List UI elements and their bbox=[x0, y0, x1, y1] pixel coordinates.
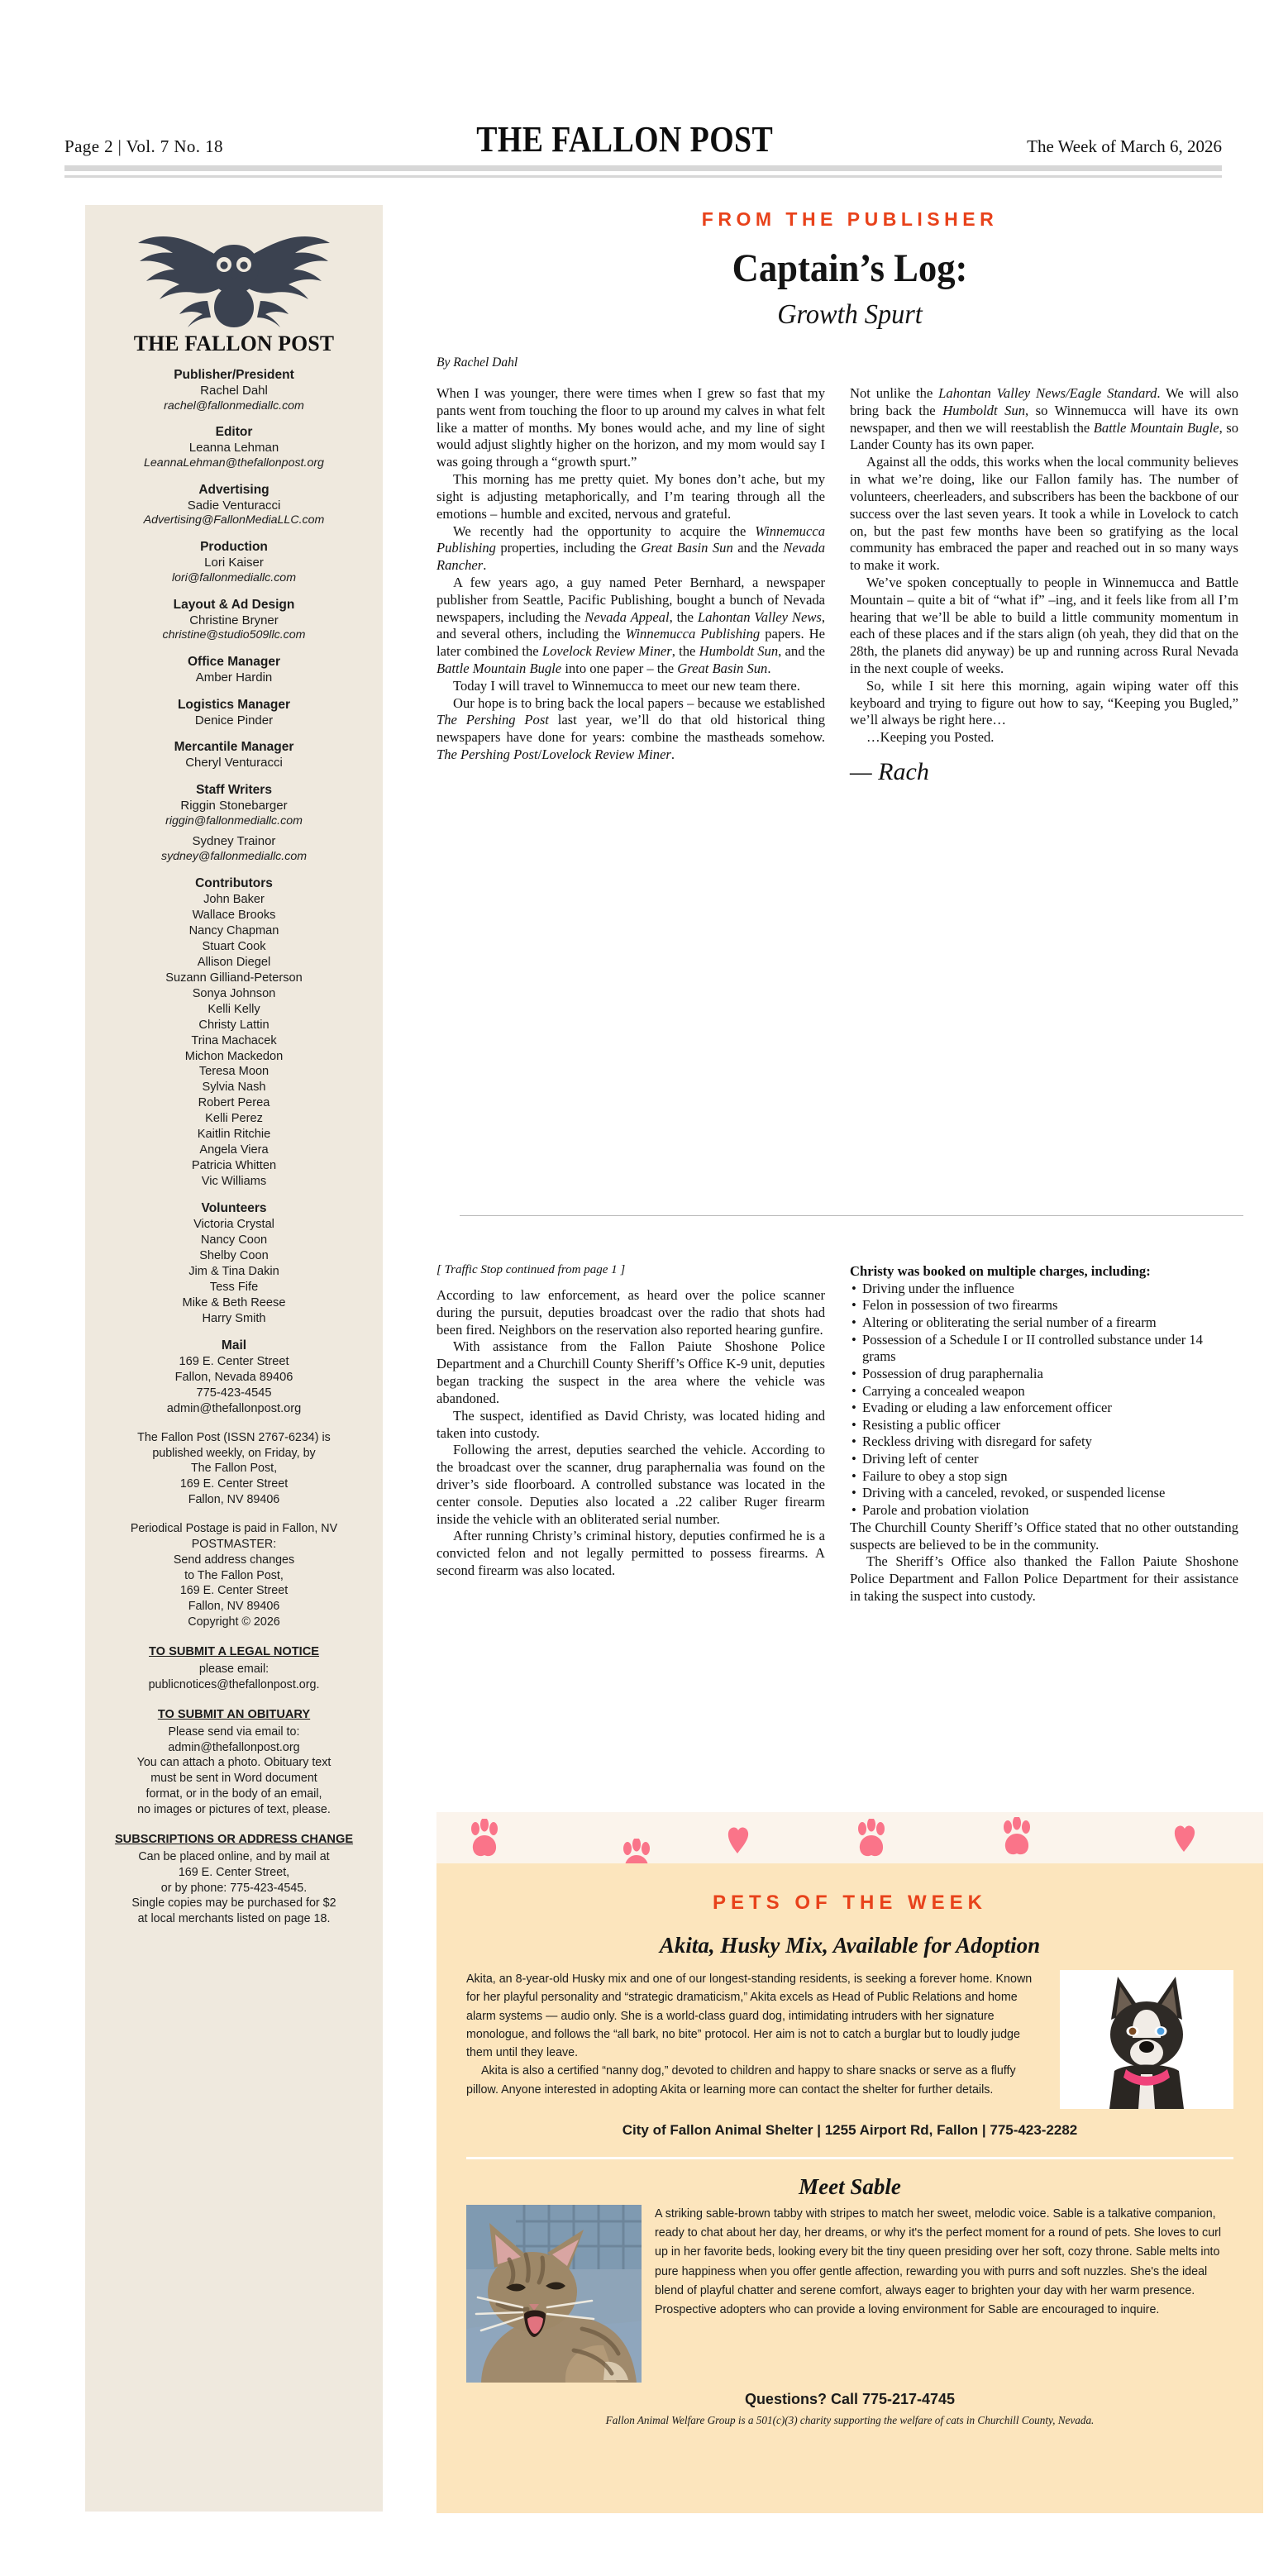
subscription-line: at local merchants listed on page 18. bbox=[137, 1912, 331, 1926]
staff-email[interactable]: christine@studio509llc.com bbox=[162, 628, 306, 642]
charge-item: • Driving left of center bbox=[850, 1451, 1238, 1468]
obituary-heading: TO SUBMIT AN OBITUARY bbox=[157, 1707, 311, 1721]
postage-line: POSTMASTER: bbox=[191, 1537, 277, 1551]
volunteer-name: Harry Smith bbox=[202, 1311, 266, 1325]
volunteer-name: Victoria Crystal bbox=[193, 1218, 274, 1232]
shelter-contact: City of Fallon Animal Shelter | 1255 Airport Rd, Fallon | 775-423-2282 bbox=[622, 2122, 1078, 2139]
postmaster-statement bbox=[100, 1521, 368, 1630]
traffic-column-left bbox=[436, 1263, 825, 1605]
postage-line: to The Fallon Post, bbox=[184, 1568, 284, 1582]
staff-name: Sadie Venturacci bbox=[187, 498, 281, 513]
postage-line: Fallon, NV 89406 bbox=[188, 1600, 280, 1614]
charge-item: • Felon in possession of two firearms bbox=[850, 1297, 1238, 1314]
dog-title: Akita, Husky Mix, Available for Adoption bbox=[659, 1933, 1041, 1958]
contributor-name: Sonya Johnson bbox=[192, 986, 276, 1000]
staff-role: Production bbox=[200, 540, 268, 555]
legal-line: publicnotices@thefallonpost.org. bbox=[148, 1677, 320, 1691]
obituary-line: format, or in the body of an email, bbox=[145, 1787, 322, 1801]
main-content bbox=[436, 205, 1263, 786]
obituary-line: must be sent in Word document bbox=[150, 1772, 317, 1786]
contributor-name: Stuart Cook bbox=[202, 939, 266, 953]
issn-line: The Fallon Post (ISSN 2767-6234) is bbox=[137, 1430, 331, 1444]
mail-label: Mail bbox=[221, 1338, 247, 1352]
cat-photo bbox=[466, 2205, 642, 2383]
issn-line: Fallon, NV 89406 bbox=[188, 1493, 280, 1507]
staff-role: Publisher/President bbox=[174, 368, 294, 382]
contributor-name: Vic Williams bbox=[201, 1175, 267, 1189]
dog-photo bbox=[1060, 1970, 1233, 2109]
volunteer-name: Nancy Coon bbox=[200, 1233, 268, 1247]
charge-item: • Carrying a concealed weapon bbox=[850, 1383, 1238, 1400]
contributor-name: Nancy Chapman bbox=[188, 923, 279, 937]
traffic-paragraph: With assistance from the Fallon Paiute Shoshone Police Department and a Churchill County Sheriff’s Office K-9 unit, deputies began tracking the suspect in the area where the vehicle was abandoned. bbox=[436, 1338, 825, 1406]
subscription-line: Can be placed online, and by mail at bbox=[138, 1849, 330, 1863]
contributor-name: Angela Viera bbox=[199, 1143, 269, 1157]
charity-disclaimer: Fallon Animal Welfare Group is a 501(c)(3) charity supporting the welfare of cats in Churchill County, Nevada. bbox=[605, 2414, 1095, 2427]
contributor-name: Wallace Brooks bbox=[192, 908, 276, 922]
issn-line: The Fallon Post, bbox=[190, 1462, 278, 1476]
charges-heading: Christy was booked on multiple charges, including: bbox=[850, 1263, 1151, 1279]
article-paragraph: A few years ago, a guy named Peter Bernhard, a newspaper publisher from Seattle, Pacific Publishing, bought a bunch of Nevada newspapers, including the Nevada Appeal, the Lahontan Valley News, and several others, including the Winnemucca Publishing papers. He later combined the Lovelock Review Miner, the Humboldt Sun, and the Battle Mountain Bugle into one paper – the Great Basin Sun. bbox=[436, 574, 826, 676]
issn-statement bbox=[100, 1430, 368, 1508]
obituary-line: admin@thefallonpost.org bbox=[168, 1740, 300, 1754]
folio-text: Page 2 | Vol. 7 No. 18 bbox=[64, 136, 223, 156]
staff-writer-name: Sydney Trainor bbox=[192, 834, 276, 849]
staff-role: Mercantile Manager bbox=[174, 740, 294, 755]
contributor-name: Suzann Gilliand-Peterson bbox=[165, 971, 303, 985]
subscriptions-heading: SUBSCRIPTIONS OR ADDRESS CHANGE bbox=[114, 1832, 354, 1846]
postage-line: Periodical Postage is paid in Fallon, NV bbox=[130, 1521, 338, 1535]
legal-line: please email: bbox=[198, 1662, 270, 1676]
contributor-name: Teresa Moon bbox=[198, 1065, 270, 1079]
section-divider bbox=[460, 1215, 1243, 1216]
pets-kicker: PETS OF THE WEEK bbox=[712, 1891, 987, 1914]
volunteer-name: Mike & Beth Reese bbox=[182, 1295, 286, 1309]
contributor-name: Kelli Perez bbox=[205, 1112, 263, 1126]
charges-list bbox=[850, 1281, 1238, 1519]
staff-name: Leanna Lehman bbox=[188, 441, 279, 456]
traffic-paragraph: The suspect, identified as David Christy, was located hiding and taken into custody. bbox=[436, 1407, 825, 1441]
contributor-name: Trina Machacek bbox=[191, 1033, 277, 1047]
subscriptions-body bbox=[100, 1849, 368, 1927]
issn-line: published weekly, on Friday, by bbox=[152, 1446, 316, 1460]
contributor-name: Allison Diegel bbox=[197, 955, 271, 969]
publisher-article-columns bbox=[436, 385, 1263, 786]
paw-print-icon bbox=[468, 1819, 503, 1858]
article-column-right bbox=[850, 385, 1238, 786]
contributor-name: Sylvia Nash bbox=[202, 1080, 266, 1095]
postage-line: 169 E. Center Street bbox=[179, 1584, 289, 1598]
traffic-paragraph: The Sheriff’s Office also thanked the Fallon Paiute Shoshone Police Department and Fallon Police Department for their assistance in taking the suspect into custody. bbox=[850, 1553, 1238, 1604]
postage-line: Copyright © 2026 bbox=[188, 1615, 280, 1629]
charge-item: • Driving under the influence bbox=[850, 1281, 1238, 1298]
traffic-stop-article bbox=[436, 1263, 1263, 1605]
charge-item: • Failure to obey a stop sign bbox=[850, 1468, 1238, 1486]
article-paragraph: When I was younger, there were times when I grew so fast that my pants went from touching the floor to up around my calves in what felt like a matter of months. My bones would ache, and my line of sight would adjust slightly higher on the horizon, and my mom would say I was going through a “growth spurt.” bbox=[436, 385, 825, 470]
contributors-list bbox=[100, 892, 368, 1190]
volunteer-name: Tess Fife bbox=[209, 1281, 259, 1294]
mail-line: 169 E. Center Street bbox=[179, 1354, 289, 1368]
issue-date: The Week of March 6, 2026 bbox=[1027, 136, 1222, 156]
staff-role: Layout & Ad Design bbox=[173, 597, 295, 612]
legal-notice-heading: TO SUBMIT A LEGAL NOTICE bbox=[149, 1645, 319, 1658]
obituary-line: Please send via email to: bbox=[168, 1724, 300, 1739]
paw-print-icon bbox=[1000, 1817, 1035, 1857]
mail-line: admin@thefallonpost.org bbox=[166, 1401, 302, 1415]
heart-icon bbox=[1172, 1820, 1197, 1853]
staff-role: Editor bbox=[215, 425, 253, 440]
staff-email[interactable]: LeannaLehman@thefallonpost.org bbox=[144, 456, 324, 470]
staff-writer-email[interactable]: sydney@fallonmediallc.com bbox=[160, 850, 308, 864]
staff-email[interactable]: Advertising@FallonMediaLLC.com bbox=[143, 513, 325, 527]
article-paragraph: …Keeping you Posted. bbox=[866, 729, 995, 746]
charge-item: • Altering or obliterating the serial number of a firearm bbox=[850, 1314, 1238, 1332]
obituary-body bbox=[100, 1724, 368, 1818]
volunteer-name: Shelby Coon bbox=[199, 1249, 269, 1263]
contributor-name: Patricia Whitten bbox=[191, 1159, 277, 1173]
page-header bbox=[64, 117, 1222, 160]
staff-writers-label: Staff Writers bbox=[196, 783, 272, 797]
dog-paragraph: Akita, an 8-year-old Husky mix and one of our longest-standing residents, is seeking a forever home. Known for her playful personality and “strategic dramaticism,” Akita excels as Head of Public Relations and home alarm systems — audio only. She is a world-class guard dog, intimidating intruders with her signature monologue, and follows the “all bark, no bite” protocol. Her aim is not to catch a burglar but to loudly judge them until they leave. bbox=[466, 1973, 1033, 2060]
contributor-name: Robert Perea bbox=[198, 1096, 270, 1110]
staff-name: Denice Pinder bbox=[194, 713, 274, 727]
article-byline: By Rachel Dahl bbox=[436, 355, 518, 370]
article-paragraph: This morning has me pretty quiet. My bones don’t ache, but my sight is adjusting metaphorically, and I’m tearing through all the emotions – humble and excited, nervous and grateful. bbox=[436, 471, 825, 522]
staff-writer-name: Riggin Stonebarger bbox=[180, 798, 288, 813]
contributor-name: Kelli Kelly bbox=[208, 1002, 260, 1016]
traffic-paragraph: After running Christy’s criminal history, deputies confirmed he is a convicted felon and not legally permitted to possess firearms. A second firearm was also located. bbox=[436, 1528, 825, 1578]
mail-address bbox=[100, 1354, 368, 1417]
article-column-left bbox=[436, 385, 825, 786]
article-paragraph: Against all the odds, this works when the local community believes in what we’re doing, like our Fallon family has. The number of volunteers, cheerleaders, and subscribers has been the backbone of our success over the last seven years. It took a while in Lovelock to catch on, but the past few months have been so gratifying as the local community has embraced the paper and reached out in so many ways to make it work. bbox=[850, 454, 1238, 574]
paw-print-icon bbox=[620, 1839, 655, 1863]
signature: — Rach bbox=[850, 758, 929, 786]
staff-name: Cheryl Venturacci bbox=[185, 756, 283, 770]
charge-item: • Parole and probation violation bbox=[850, 1502, 1238, 1519]
article-paragraph: Our hope is to bring back the local papers – because we established The Pershing Post last year, we’ll do that old historical thing newspapers have done for years: combine the mastheads somehow. The Pershing Post/Lovelock Review Miner. bbox=[436, 694, 825, 763]
charge-item: • Evading or eluding a law enforcement officer bbox=[850, 1400, 1238, 1417]
obituary-line: You can attach a photo. Obituary text bbox=[136, 1756, 332, 1770]
article-kicker: FROM THE PUBLISHER bbox=[701, 208, 999, 230]
cat-section bbox=[466, 2205, 1233, 2383]
legal-notice-body bbox=[100, 1662, 368, 1693]
contributor-name: John Baker bbox=[203, 892, 265, 906]
staff-box bbox=[85, 205, 383, 2512]
heart-icon bbox=[726, 1822, 751, 1855]
paw-print-icon bbox=[855, 1819, 890, 1858]
volunteers-list bbox=[100, 1217, 368, 1327]
traffic-paragraph: Following the arrest, deputies searched the vehicle. According to the broadcast over the scanner, drug paraphernalia was found on the driver’s side floorboard. A controlled substance was located in the center console. Deputies also located a .22 caliber Ruger firearm inside the vehicle with an obliterated serial number. bbox=[436, 1442, 825, 1527]
contributor-name: Michon Mackedon bbox=[184, 1049, 284, 1063]
mail-line: 775-423-4545 bbox=[196, 1386, 272, 1400]
staff-email[interactable]: rachel@fallonmediallc.com bbox=[164, 398, 304, 413]
pets-divider bbox=[466, 2157, 1233, 2159]
continued-note: [ Traffic Stop continued from page 1 ] bbox=[436, 1263, 626, 1276]
volunteer-name: Jim & Tina Dakin bbox=[188, 1265, 279, 1279]
staff-role: Logistics Manager bbox=[177, 697, 291, 712]
contributors-label: Contributors bbox=[195, 875, 273, 890]
subscription-line: Single copies may be purchased for $2 bbox=[131, 1896, 336, 1911]
header-rule-thin bbox=[64, 175, 1222, 178]
article-paragraph: We recently had the opportunity to acquire the Winnemucca Publishing properties, including the Great Basin Sun and the Nevada Rancher. bbox=[436, 522, 825, 574]
staff-email[interactable]: lori@fallonmediallc.com bbox=[171, 570, 297, 584]
charge-item: • Driving with a canceled, revoked, or suspended license bbox=[850, 1485, 1238, 1502]
subscription-line: 169 E. Center Street, bbox=[178, 1865, 290, 1879]
article-paragraph: Today I will travel to Winnemucca to meet our new team there. bbox=[453, 677, 800, 694]
staff-writer-email[interactable]: riggin@fallonmediallc.com bbox=[165, 813, 303, 828]
header-rule-thick bbox=[64, 165, 1222, 171]
volunteers-label: Volunteers bbox=[201, 1201, 267, 1216]
article-paragraph: We’ve spoken conceptually to people in Winnemucca and Battle Mountain – quite a bit of “what if” –ing, and it feels like from all I’m hearing that we’ll be able to build a little community momentum in each of these places and if the stars align (oh yeah, they did that on the 28th, the planets did anyway) be up and running across Rural Nevada in the next couple of weeks. bbox=[850, 574, 1238, 676]
cat-description: A striking sable-brown tabby with stripes to match her sweet, melodic voice. Sable is a talkative companion, ready to chat about her day, her dreams, or why it's the perfect moment for a round of pets. She loves to curl up in her favorite beds, looking every bit the tiny queen presiding over her soft, cozy throne. Sable melts into pure happiness when you offer gentle affection, rewarding you with purrs and soft nuzzles. She's the ideal blend of playful chatter and serene comfort, always eager to brighten your day with her warm presence. Prospective adopters who can provide a loving environment for Sable are encouraged to inquire. bbox=[655, 2207, 1222, 2316]
cat-questions: Questions? Call 775-217-4745 bbox=[744, 2391, 956, 2408]
staff-name: Christine Bryner bbox=[189, 613, 279, 627]
traffic-stop-columns bbox=[436, 1263, 1263, 1605]
article-paragraph: Not unlike the Lahontan Valley News/Eagle Standard. We will also bring back the Humboldt Sun, so Winnemucca will have its own newspaper, and then we will reestablish the Battle Mountain Bugle, so Lander County has its own paper. bbox=[850, 385, 1238, 453]
charge-item: • Reckless driving with disregard for safety bbox=[850, 1433, 1238, 1451]
owl-logo-icon bbox=[126, 222, 341, 329]
article-paragraph: So, while I sit here this morning, again wiping water off this keyboard and trying to figure out how to say, “Keeping you Bugled,” we’ll always be right here… bbox=[850, 677, 1238, 728]
cat-title: Meet Sable bbox=[799, 2174, 901, 2200]
contributor-name: Kaitlin Ritchie bbox=[197, 1128, 271, 1142]
charge-item: • Resisting a public officer bbox=[850, 1417, 1238, 1434]
staff-role: Advertising bbox=[198, 482, 270, 497]
dog-paragraph: Akita is also a certified “nanny dog,” devoted to children and happy to share snacks or serve as a fluffy pillow. Anyone interested in adopting Akita or learning more can contact the shelter for further details. bbox=[466, 2064, 1016, 2097]
contributor-name: Christy Lattin bbox=[198, 1018, 270, 1032]
paper-name: THE FALLON POST bbox=[476, 119, 774, 160]
article-subhead: Growth Spurt bbox=[777, 299, 923, 330]
dog-description bbox=[466, 1970, 1233, 2099]
staff-name: Amber Hardin bbox=[195, 670, 273, 685]
charge-item: • Possession of drug paraphernalia bbox=[850, 1366, 1238, 1383]
pets-of-the-week-box bbox=[436, 1812, 1263, 2513]
sidebar-title: THE FALLON POST bbox=[133, 331, 335, 355]
traffic-column-right bbox=[850, 1263, 1238, 1605]
traffic-paragraph: According to law enforcement, as heard over the police scanner during the pursuit, deputies broadcast over the radio that shots had been fired. Neighbors on the reservation also reported hearing gunfire. bbox=[436, 1287, 825, 1338]
charge-item: • Possession of a Schedule I or II controlled substance under 14 grams bbox=[850, 1332, 1238, 1366]
mail-line: Fallon, Nevada 89406 bbox=[174, 1370, 293, 1384]
article-headline: Captain’s Log: bbox=[732, 246, 968, 290]
staff-role: Office Manager bbox=[188, 655, 280, 670]
issn-line: 169 E. Center Street bbox=[179, 1477, 289, 1491]
postage-line: Send address changes bbox=[173, 1553, 295, 1567]
traffic-paragraph: The Churchill County Sheriff’s Office stated that no other outstanding suspects are believed to be in the community. bbox=[850, 1519, 1238, 1553]
paw-print-border bbox=[436, 1812, 1263, 1863]
obituary-line: no images or pictures of text, please. bbox=[137, 1802, 331, 1816]
subscription-line: or by phone: 775-423-4545. bbox=[160, 1881, 308, 1895]
staff-name: Rachel Dahl bbox=[200, 383, 268, 398]
staff-name: Lori Kaiser bbox=[204, 556, 264, 570]
staff-list bbox=[100, 368, 368, 771]
